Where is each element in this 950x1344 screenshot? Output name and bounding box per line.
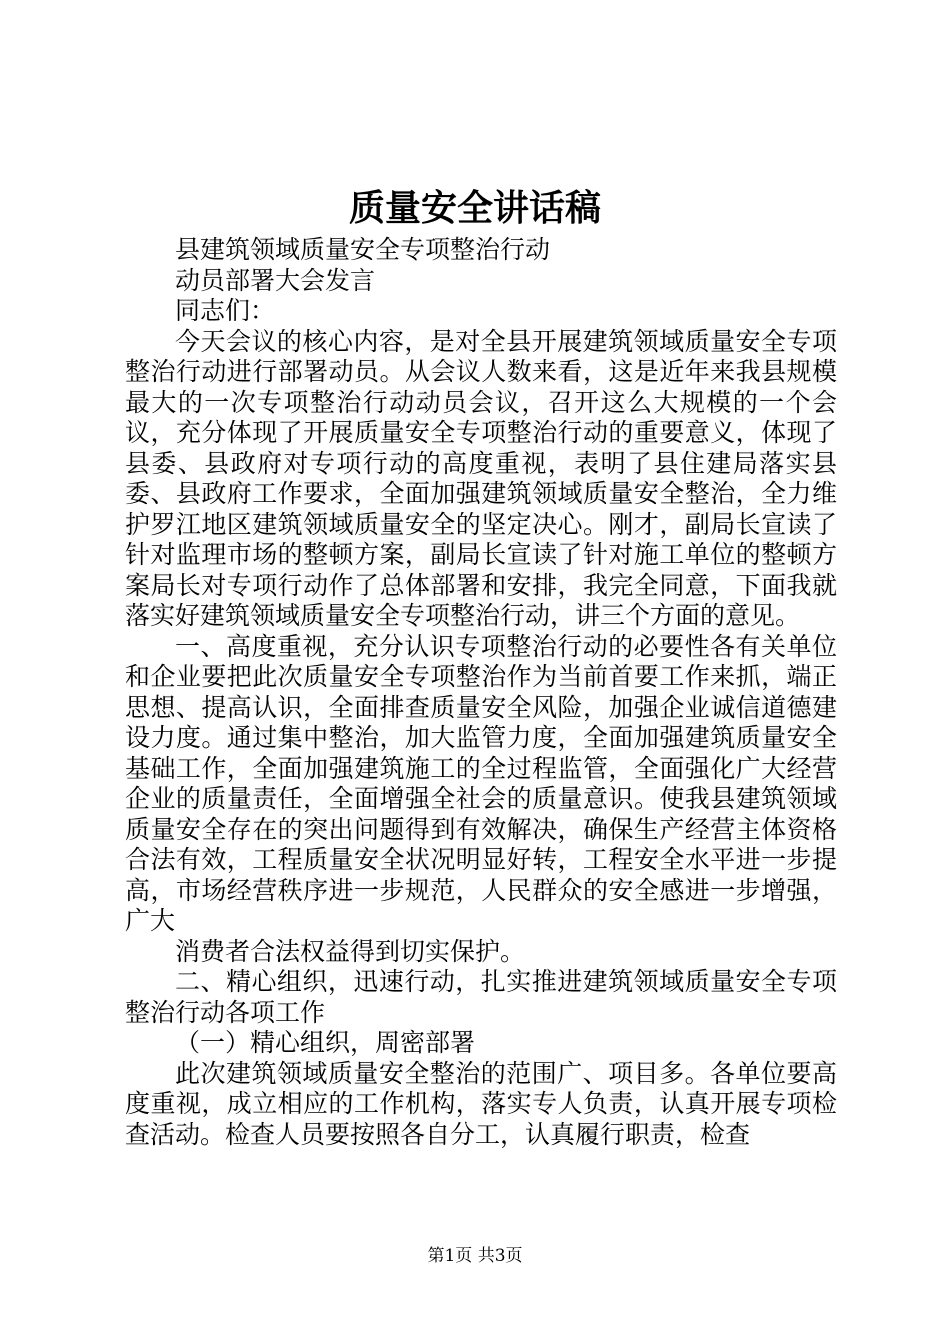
body-paragraph: 今天会议的核心内容，是对全县开展建筑领域质量安全专项整治行动进行部署动员。从会议人数来看，这是近年来我县规模最大的一次专项整治行动动员会议，召开这么大规模的一个会议，充分体现了开展质量安全专项整治行动的重要意义，体现了县委、县政府对专项行动的高度重视，表明了县住建局落实县委、县政府工作要求，全面加强建筑领域质量安全整治，全力维护罗江地区建筑领域质量安全的坚定决心。刚才，副局长宣读了针对监理市场的整顿方案，副局长宣读了针对施工单位的整顿方案局长对专项行动作了总体部署和安排，我完全同意，下面我就落实好建筑领域质量安全专项整治行动，讲三个方面的意见。 bbox=[125, 326, 837, 630]
document-title: 质量安全讲话稿 bbox=[348, 187, 601, 229]
salutation: 同志们： bbox=[175, 296, 276, 325]
subtitle-line-1: 县建筑领域质量安全专项整治行动 bbox=[175, 235, 551, 264]
section-one-paragraph: 一、高度重视，充分认识专项整治行动的必要性各有关单位和企业要把此次质量安全专项整治作为当前首要工作来抓，端正思想、提高认识，全面排查质量安全风险，加强企业诚信道德建设力度。通过集中整治，加大监管力度，全面加强建筑质量安全基础工作，全面加强建筑施工的全过程监管，全面强化广大经营企业的质量责任，全面增强全社会的质量意识。使我县建筑领域质量安全存在的突出问题得到有效解决，确保生产经营主体资格合法有效，工程质量安全状况明显好转，工程安全水平进一步提高，市场经营秩序进一步规范，人民群众的安全感进一步增强，广大 bbox=[125, 631, 837, 935]
page-number-footer: 第1页 共3页 bbox=[427, 1246, 523, 1266]
subtitle-line-2: 动员部署大会发言 bbox=[175, 265, 376, 295]
body-paragraph: 消费者合法权益得到切实保护。 bbox=[175, 936, 526, 966]
document-body bbox=[125, 235, 837, 1150]
section-two-heading: 二、精心组织，迅速行动，扎实推进建筑领域质量安全专项整治行动各项工作 bbox=[125, 967, 837, 1027]
subsection-heading: （一）精心组织，周密部署 bbox=[175, 1028, 476, 1057]
body-paragraph: 此次建筑领域质量安全整治的范围广、项目多。各单位要高度重视，成立相应的工作机构，落实专人负责，认真开展专项检查活动。检查人员要按照各自分工，认真履行职责，检查 bbox=[125, 1058, 837, 1149]
